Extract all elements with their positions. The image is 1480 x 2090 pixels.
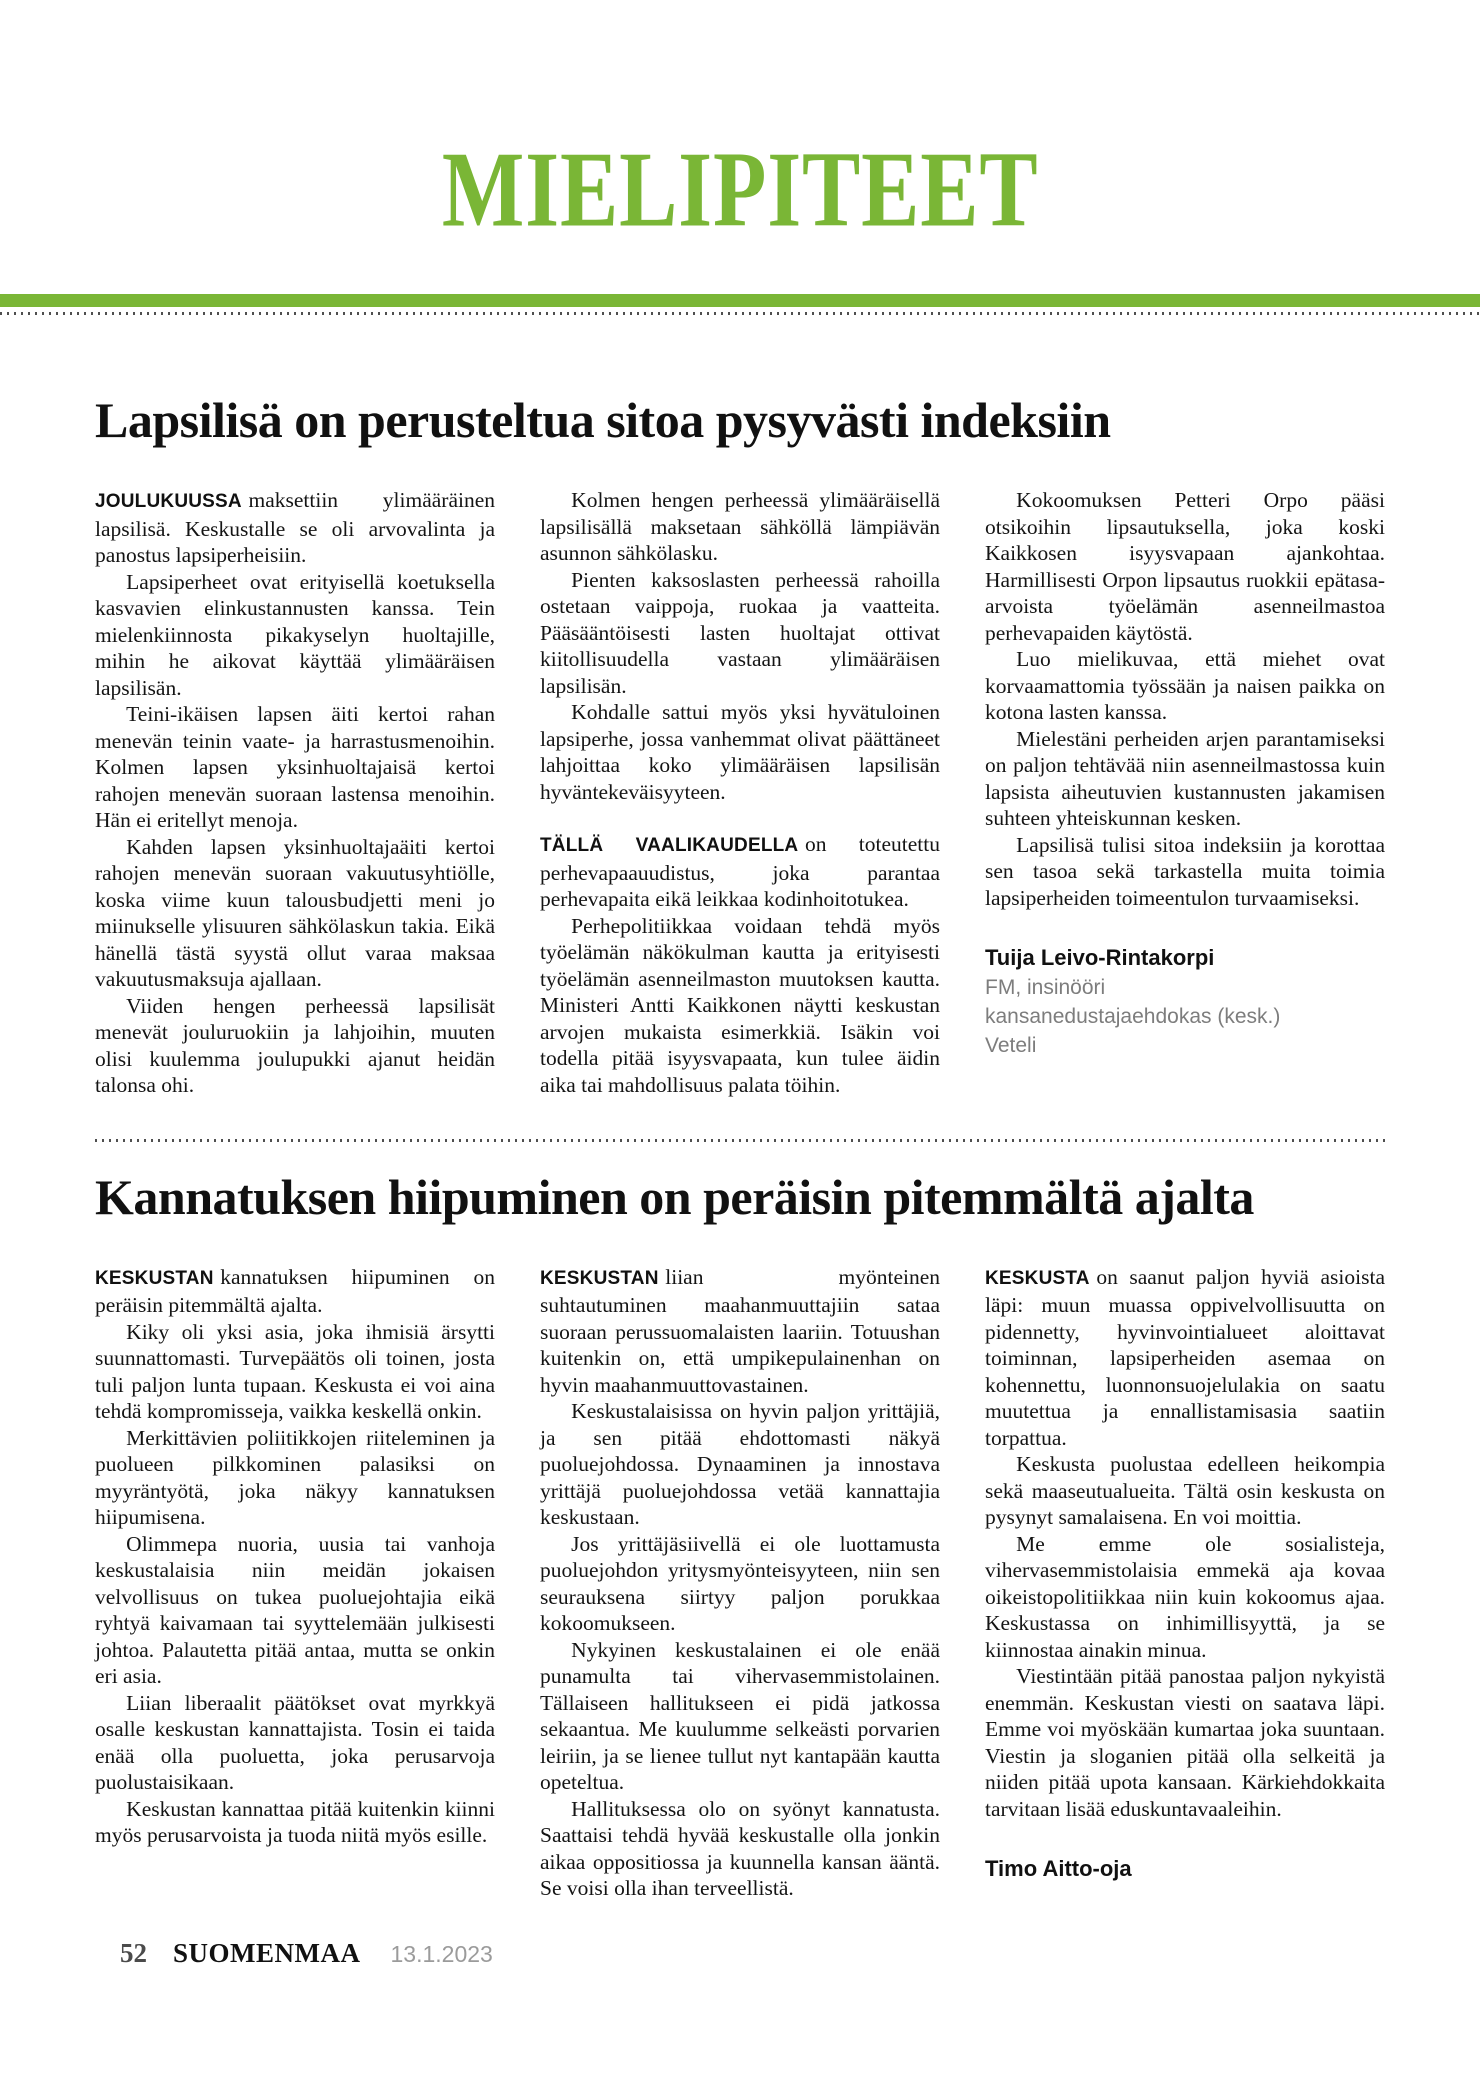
- dotted-rule-top: [0, 312, 1480, 315]
- paragraph-lead: TÄLLÄ VAALIKAUDELLA: [540, 835, 799, 856]
- paragraph: Keskustalaisissa on hyvin paljon yrittäjiä, ja sen pitää ehdottomasti näkyä puoluejohdossa. Dynaaminen ja innostava yrittäjä puoluejohdossa vetää kannattajia keskustaan.: [540, 1399, 940, 1529]
- paragraph-text: on toteutettu perhevapaauudistus, joka parantaa perhevapaita eikä leikkaa kodinhoitotukea.: [540, 832, 941, 911]
- paragraph: Teini-ikäisen lapsen äiti kertoi rahan menevän teinin vaate- ja harrastusmenoihin. Kolmen lapsen yksinhuoltajaisä kertoi rahojen menevän suoraan lastensa menoihin. Hän ei eritellyt menoja.: [95, 702, 495, 832]
- paragraph: Viestintään pitää panostaa paljon nykyistä enemmän. Keskustan viesti on saatava läpi. Emme voi myöskään kumartaa joka suuntaan. Viestin ja sloganien pitää olla selkeitä ja niiden pitää upota kansaan. Kärkiehdokkaita tarvitaan lisää eduskuntavaaleihin.: [985, 1664, 1385, 1821]
- paragraph: Merkittävien poliitikkojen riiteleminen ja puolueen pilkkominen palasiksi on myyräntyötä, joka näkyy kannatuksen hiipumisena.: [95, 1425, 495, 1529]
- paragraph: Hallituksessa olo on syönyt kannatusta. Saattaisi tehdä hyvää keskustalle olla jonkin aikaa oppositiossa ja kuunnella kansan ääntä. Se voisi olla ihan terveellistä.: [540, 1796, 940, 1900]
- section-masthead: [0, 129, 1480, 250]
- paragraph: Pienten kaksoslasten perheessä rahoilla ostetaan vaippoja, ruokaa ja vaatteita. Pääsääntöisesti lasten huoltajat ottivat kiitollisuudella vastaan ylimääräisen lapsilisän.: [540, 567, 940, 698]
- paragraph: Kiky oli yksi asia, joka ihmisiä ärsytti suunnattomasti. Turvepäätös oli toinen, josta tuli paljon lunta tupaan. Keskusta ei voi aina tehdä kompromisseja, vaikka keskellä onkin.: [95, 1319, 495, 1423]
- article-body-columns: [95, 487, 1385, 1099]
- paragraph: Kahden lapsen yksinhuoltajaäiti kertoi rahojen menevän suoraan vakuutusyhtiölle, koska viime kuun talousbudjetti meni jo miinukselle ylisuuren sähkölaskun takia. Eikä hänellä tästä syystä ollut varaa maksaa vakuutusmaksuja ajallaan.: [95, 834, 495, 991]
- dotted-rule-separator: [95, 1139, 1385, 1142]
- paragraph: Olimmepa nuoria, uusia tai vanhoja keskustalaisia niin meidän jokaisen velvollisuus on tukea puoluejohtajia eikä ryhtyä kaivamaan tai syyttelemään julkisesti johtoa. Palautetta pitää antaa, mutta se onkin eri asia.: [95, 1531, 495, 1688]
- paragraph-text: maksettiin ylimääräinen lapsilisä. Keskustalle se oli arvovalinta ja panostus lapsiperheisiin.: [95, 488, 495, 567]
- article-headline: Lapsilisä on perusteltua sitoa pysyvästi indeksiin: [95, 392, 1111, 448]
- paragraph: [95, 1264, 495, 1319]
- author-name: Timo Aitto-oja: [985, 1856, 1132, 1881]
- article-headline: Kannatuksen hiipuminen on peräisin pitemmältä ajalta: [95, 1168, 1254, 1225]
- page-footer: [120, 1938, 1480, 1969]
- author-role: kansanedustajaehdokas (kesk.): [985, 1005, 1281, 1028]
- paragraph-text: kannatuksen hiipuminen on peräisin pitemmältä ajalta.: [95, 1264, 495, 1317]
- paragraph: [985, 1264, 1385, 1452]
- paragraph: Lapsilisä tulisi sitoa indeksiin ja korottaa sen tasoa sekä tarkastella muita toimia lapsiperheiden toimeentulon turvaamiseksi.: [985, 832, 1385, 910]
- paragraph-lead: KESKUSTAN: [95, 1267, 214, 1289]
- paragraph: Lapsiperheet ovat erityisellä koetuksella kasvavien elinkustannusten kanssa. Tein mielenkiinnosta pikakyselyn huoltajille, mihin he aikovat käyttää ylimääräisen lapsilisän.: [95, 569, 495, 700]
- paragraph: [95, 487, 495, 569]
- paragraph-text: on saanut paljon hyviä asioista läpi: muun muassa oppivelvollisuutta on pidennetty, hyvinvointialueet aloittavat toiminnan, lapsiperheiden asemaa on kohennettu, luonnonsuojelulakia on saatu muutettua ja ennallistamisasia saatiin torpattua.: [985, 1264, 1385, 1450]
- paragraph: Kohdalle sattui myös yksi hyvätuloinen lapsiperhe, jossa vanhemmat olivat päättäneet lahjoittaa koko ylimääräisen lapsilisän hyväntekeväisyyteen.: [540, 700, 940, 804]
- paragraph-lead: KESKUSTA: [985, 1267, 1090, 1289]
- author-location: Veteli: [985, 1034, 1037, 1057]
- paragraph: Kokoomuksen Petteri Orpo pääsi otsikoihin lipsautuksella, joka koski Kaikkosen isyysvapaan ajankohtaa. Harmillisesti Orpon lipsautus ruokkii epätasa-arvoista työelämän asenneilmastoa perhevapaiden käytöstä.: [985, 488, 1385, 645]
- paragraph: Keskusta puolustaa edelleen heikompia sekä maaseutualueita. Tältä osin keskusta on pysynyt samalaisena. En voi moittia.: [985, 1452, 1385, 1529]
- paragraph: Me emme ole sosialisteja, vihervasemmistolaisia emmekä aja kovaa oikeistopolitiikkaa niin kuin kokoomus ajaa. Keskustassa on inhimillisyyttä, ja se kiinnostaa ainakin minua.: [985, 1531, 1385, 1662]
- paragraph: Perhepolitiikkaa voidaan tehdä myös työelämän näkökulman kautta ja erityisesti työelämän asenneilmaston muutoksen kautta. Ministeri Antti Kaikkonen näytti keskustan arvojen mukaista esimerkkiä. Isäkin voi todella pitää isyysvapaata, kun tulee äidin aika tai mahdollisuus palata töihin.: [540, 913, 940, 1097]
- paragraph: Liian liberaalit päätökset ovat myrkkyä osalle keskustan kannattajista. Tosin ei taida enää olla puoluetta, joka perusarvoja puolustaisikaan.: [95, 1690, 495, 1794]
- page-number: 52: [120, 1937, 147, 1968]
- paragraph: [540, 831, 940, 913]
- author-title: FM, insinööri: [985, 976, 1106, 999]
- paragraph: Keskustan kannattaa pitää kuitenkin kiinni myös perusarvoista ja tuoda niitä myös esille.: [95, 1796, 495, 1847]
- byline: [985, 1854, 1385, 1884]
- paragraph: Mielestäni perheiden arjen parantamiseksi on paljon tehtävää niin asenneilmastossa kuin lapsista aiheutuvien kustannusten jakamisen suhteen yhteiskunnan kesken.: [985, 726, 1385, 830]
- paragraph: Kolmen hengen perheessä ylimääräisellä lapsilisällä maksetaan sähköllä lämpiävän asunnon sähkölasku.: [540, 488, 940, 565]
- article-body-columns: [95, 1264, 1385, 1902]
- paragraph: Nykyinen keskustalainen ei ole enää punamulta tai vihervasemmistolainen. Tällaiseen hallitukseen ei pidä jatkossa sekaantua. Me kuulumme selkeästi porvarien leiriin, ja se lienee tullut nyt kantapään kautta opeteltua.: [540, 1637, 940, 1794]
- paragraph-text: liian myönteinen suhtautuminen maahanmuuttajiin sataa suoraan perussuomalaisten laariin. Totuushan kuitenkin on, että umpikepulainenhan on hyvin maahanmuuttovastainen.: [540, 1264, 940, 1397]
- accent-bar: [0, 294, 1480, 307]
- paragraph: Viiden hengen perheessä lapsilisät menevät jouluruokiin ja lahjoihin, muuten olisi kuulemma joulupukki ajanut heidän talonsa ohi.: [95, 993, 495, 1097]
- article-kannatus: [95, 1168, 1385, 1902]
- article-lapsilisa: [95, 391, 1385, 1099]
- page-content: [95, 391, 1385, 1902]
- publication-date: 13.1.2023: [390, 1940, 493, 1967]
- byline: [985, 943, 1385, 1060]
- paragraph: [540, 1264, 940, 1399]
- paragraph: Jos yrittäjäsiivellä ei ole luottamusta puoluejohdon yritysmyönteisyyteen, niin sen seurauksena siirtyy paljon porukkaa kokoomukseen.: [540, 1531, 940, 1635]
- paragraph: Luo mielikuvaa, että miehet ovat korvaamattomia työssään ja naisen paikka on kotona lasten kanssa.: [985, 647, 1385, 724]
- section-title: MIELIPITEET: [441, 129, 1039, 250]
- author-name: Tuija Leivo-Rintakorpi: [985, 945, 1215, 970]
- paragraph-lead: JOULUKUUSSA: [95, 491, 242, 512]
- publication-brand: SUOMENMAA: [173, 1937, 361, 1968]
- paragraph-lead: KESKUSTAN: [540, 1267, 659, 1289]
